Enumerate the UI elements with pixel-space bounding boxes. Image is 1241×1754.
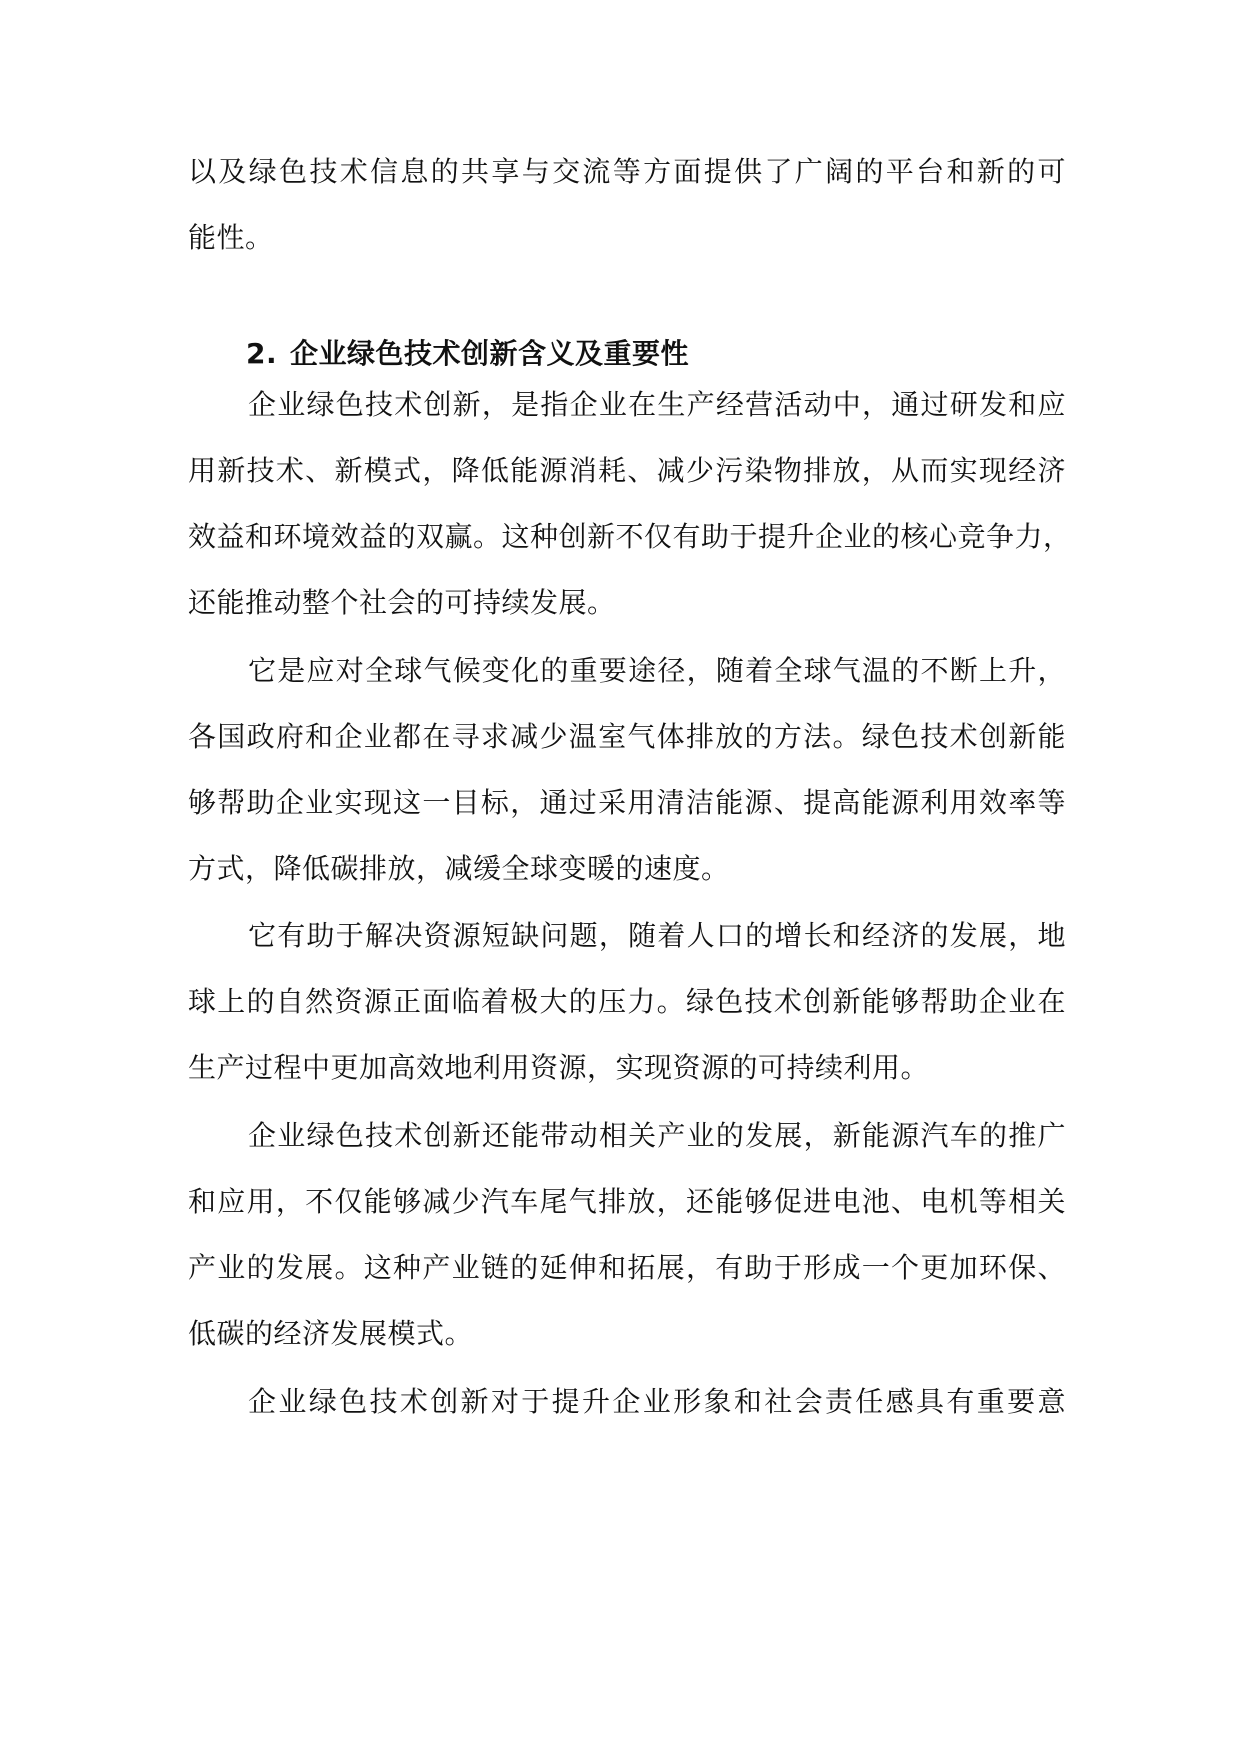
section-title: 企业绿色技术创新含义及重要性 xyxy=(290,337,690,370)
body-line-text: 产业的发展。这种产业链的延伸和拓展，有助于形成一个更加环保、 xyxy=(188,1251,1066,1284)
body-line-text: 企业绿色技术创新还能带动相关产业的发展，新能源汽车的推广 xyxy=(248,1119,1066,1152)
body-line-text: 球上的自然资源正面临着极大的压力。绿色技术创新能够帮助企业在 xyxy=(188,985,1066,1018)
body-line-text: 和应用，不仅能够减少汽车尾气排放，还能够促进电池、电机等相关 xyxy=(188,1185,1066,1218)
body-line-text: 低碳的经济发展模式。 xyxy=(188,1317,474,1350)
paragraph-first-line xyxy=(0,1362,1241,1442)
body-line-text: 生产过程中更加高效地利用资源，实现资源的可持续利用。 xyxy=(188,1051,930,1084)
body-line xyxy=(0,198,1241,278)
body-line-text: 还能推动整个社会的可持续发展。 xyxy=(188,586,616,619)
body-line-text: 方式，降低碳排放，减缓全球变暖的速度。 xyxy=(188,852,730,885)
body-line-text: 效益和环境效益的双赢。这种创新不仅有助于提升企业的核心竞争力， xyxy=(188,520,1072,553)
body-line-text: 企业绿色技术创新，是指企业在生产经营活动中，通过研发和应 xyxy=(248,388,1066,421)
body-line-text: 够帮助企业实现这一目标，通过采用清洁能源、提高能源利用效率等 xyxy=(188,786,1066,819)
body-line-text: 它有助于解决资源短缺问题，随着人口的增长和经济的发展，地 xyxy=(248,919,1066,952)
body-line-text: 各国政府和企业都在寻求减少温室气体排放的方法。绿色技术创新能 xyxy=(188,720,1066,753)
section-number: 2. xyxy=(246,337,278,370)
body-line-text: 能性。 xyxy=(188,221,274,254)
body-line-text: 它是应对全球气候变化的重要途径，随着全球气温的不断上升， xyxy=(248,654,1066,687)
body-line-text: 企业绿色技术创新对于提升企业形象和社会责任感具有重要意 xyxy=(248,1385,1066,1418)
body-line-text: 用新技术、新模式，降低能源消耗、减少污染物排放，从而实现经济 xyxy=(188,454,1066,487)
body-line-text: 以及绿色技术信息的共享与交流等方面提供了广阔的平台和新的可 xyxy=(188,155,1066,188)
